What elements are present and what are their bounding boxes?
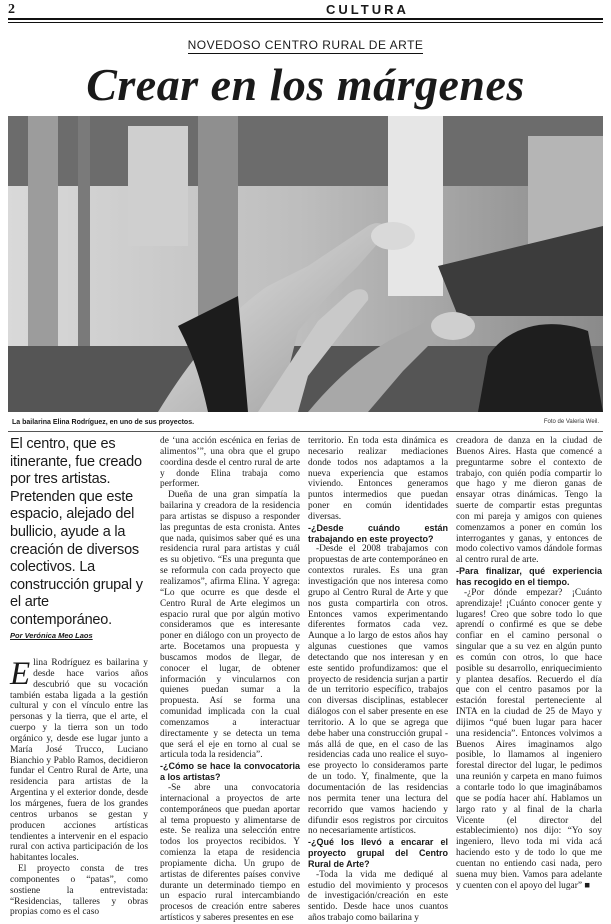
headline: Crear en los márgenes — [86, 59, 525, 110]
paragraph-text: lina Rodríguez es bailarina y desde hace varios años descubrió que su vocación también estaba ligada a la gestión cultural y con el vínculo entre las personas y la tierra, que el arte, el cuerpo y la tierra son un todo orgánico y, desde ese lugar junto a María José Trucco, Luciano Bianchio y Pablo Ramos, decidieron fundar el Centro Rural de Arte, una residencia para artistas de la Argentina y el exterior donde, desde los márgenes, fuera de los grandes centros urbanos se gestan y producen acciones artísticas tendientes a intervenir en el espacio rural con activa participación de los habitantes locales. — [10, 658, 148, 864]
main-photo — [8, 116, 603, 412]
interview-question: -¿Desde cuándo están trabajando en este proyecto? — [308, 522, 448, 544]
paragraph: territorio. En toda esta dinámica es necesario realizar mediaciones donde todos nos adaptamos a la nueva experiencia que estamos viviendo. Entonces generamos puntos intermedios que puedan poner en común identidades diversas. — [308, 436, 448, 522]
byline: Por Verónica Meo Laos — [10, 631, 93, 640]
kicker-text: NOVEDOSO CENTRO RURAL DE ARTE — [187, 38, 424, 52]
interview-question: -Para finalizar, qué experiencia has recogido en el tiempo. — [456, 566, 602, 587]
paragraph: -Desde el 2008 trabajamos con propuestas de arte contemporáneo en contextos rurales. Es una gran investigación que nos interesa como grupo al Centro Rural de Arte y que nos gusta compartirla con otros. Entonces vamos experimentando diferentes formatos cada vez. Aunque a lo largo de estos años hay algunas cuestiones que vamos detectando que nos interesan y en este sentido profundizamos: que el proyecto de residencia surjan a partir de un territorio específico, trabajos con diversas disciplinas, establecer diálogos con el saber presente en ese territorio. A lo que se agrega que debe haber una construcción grupal -más allá de que, en el caso de las residencias cada uno realice el suyo- ese proyecto lo consideramos parte de un todo. Y, finalmente, que la documentación de las residencias nos permita tener una lectura del recorrido que vamos haciendo y difundir esos registros por circuitos no necesariamente artísticos. — [308, 544, 448, 837]
paragraph: El proyecto consta de tres componentes o “patas”, como sostiene la entrevistada: “Residencias, talleres y obras propias como es el caso — [10, 864, 148, 918]
photo-credit: Foto de Valeria Weil. — [543, 419, 599, 425]
body-column-1 — [10, 656, 148, 918]
top-rule-thin — [8, 22, 603, 23]
body-column-3 — [308, 436, 448, 924]
paragraph: creadora de danza en la ciudad de Buenos Aires. Hasta que comencé a preguntarme sobre el contexto de trabajo, con quién podía compartir lo que hago y me dieron ganas de ensayar otras dinámicas. Tengo la suerte de compartir estas preguntas con mi pareja y amigos con quienes comenzamos a poner en común los interrogantes y ganas, y entonces de modo colectivo vamos dándole formas al centro rural de arte. — [456, 436, 602, 566]
paragraph: -Toda la vida me dediqué al estudio del movimiento y procesos de investigación/creación en este sentido. Desde hace unos cuantos años trabajo como bailarina y — [308, 869, 448, 924]
caption-rule — [8, 431, 603, 432]
interview-question: -¿Qué los llevó a encarar el proyecto grupal del Centro Rural de Arte? — [308, 837, 448, 869]
paragraph: -¿Por dónde empezar? ¡Cuánto aprendizaje! ¡Cuánto conocer gente y lugares! Creo que sobre todo lo que aprendí o confirmé es que se debe confiar en el camino personal o singular que a su vez en algún punto es común con otros, lo que hace posible su desarrollo, enriquecimiento y plantea desafíos. Recuerdo el día que con el centro pasamos por la estación forestal perteneciente al INTA en la ciudad de 25 de Mayo y dijimos “qué buen lugar para hacer una residencia”. Entonces volvimos a Buenos Aires imaginamos algo posible, lo llamamos al ingeniero forestal director del lugar, le pedimos una reunión y carpeta en mano fuimos a contarle todo lo que imaginábamos que se podía hacer ahí. Hablamos un largo rato y al final de la charla Vicente (el director del establecimiento) nos dijo: “Yo soy ingeniero, llevo toda mi vida acá haciendo esto y de todo lo que me cuentan no entiendo casi nada, pero suena muy bien. Vamos para adelante y cuenten con el apoyo del lugar” ■ — [456, 587, 602, 891]
paragraph: -Se abre una convocatoria internacional a proyectos de arte contemporáneos que puedan aportar al tema propuesto y alimentarse de este. Se realiza una selección entre todos los proyectos recibidos. Y comienza la etapa de residencia propiamente dicha. Un grupo de artistas de diferentes países convive durante un determinado tiempo en un espacio rural intercambiando procesos de creación entre saberes artísticos y saberes presentes en ese — [160, 783, 300, 924]
lead-summary: El centro, que es itinerante, fue creado por tres artistas. Pretenden que este espacio, alejado del bullicio, ayude a la creación de diversos colectivos. La construcción grupal y el arte contemporáneo. — [10, 436, 143, 628]
drop-cap: E — [10, 656, 31, 692]
interview-question: -¿Cómo se hace la convocatoria a los artistas? — [160, 761, 300, 783]
page-number: 2 — [8, 2, 15, 17]
paragraph: de ‘una acción escénica en ferias de alimentos’”, una obra que el grupo coordina desde el centro rural de arte y donde Elina trabaja como performer. — [160, 436, 300, 490]
section-title: CULTURA — [326, 2, 409, 17]
photo-caption: La bailarina Elina Rodríguez, en uno de sus proyectos. — [12, 419, 195, 426]
body-column-4 — [456, 436, 602, 898]
top-rule — [8, 18, 603, 20]
kicker — [0, 38, 611, 52]
paragraph: Dueña de una gran simpatía la bailarina y creadora de la residencia para artistas se dispuso a responder las preguntas de esta cronista. Antes que nada, quisimos saber qué es una residencia rural para artistas y cuál es su objetivo. “Es una pregunta que se reformula con cada proyecto que realizamos”, afirma Elina. Y agrega: “Lo que ocurre es que desde el Centro Rural de Arte elegimos un espacio rural que por algún motivo consideramos que es interesante poner en diálogo con un proyecto de arte. Bocetamos una propuesta y buscamos modos de llegar, de conocer el lugar, de obtener información y vincularnos con quienes puedan sumar a la propuesta. Así se forma una comunidad implicada con la cual comenzamos a interactuar directamente y se detecta un tema que será el eje en torno al cual se articula toda la residencia”. — [160, 490, 300, 761]
body-column-2 — [160, 436, 300, 924]
paragraph — [10, 658, 148, 864]
